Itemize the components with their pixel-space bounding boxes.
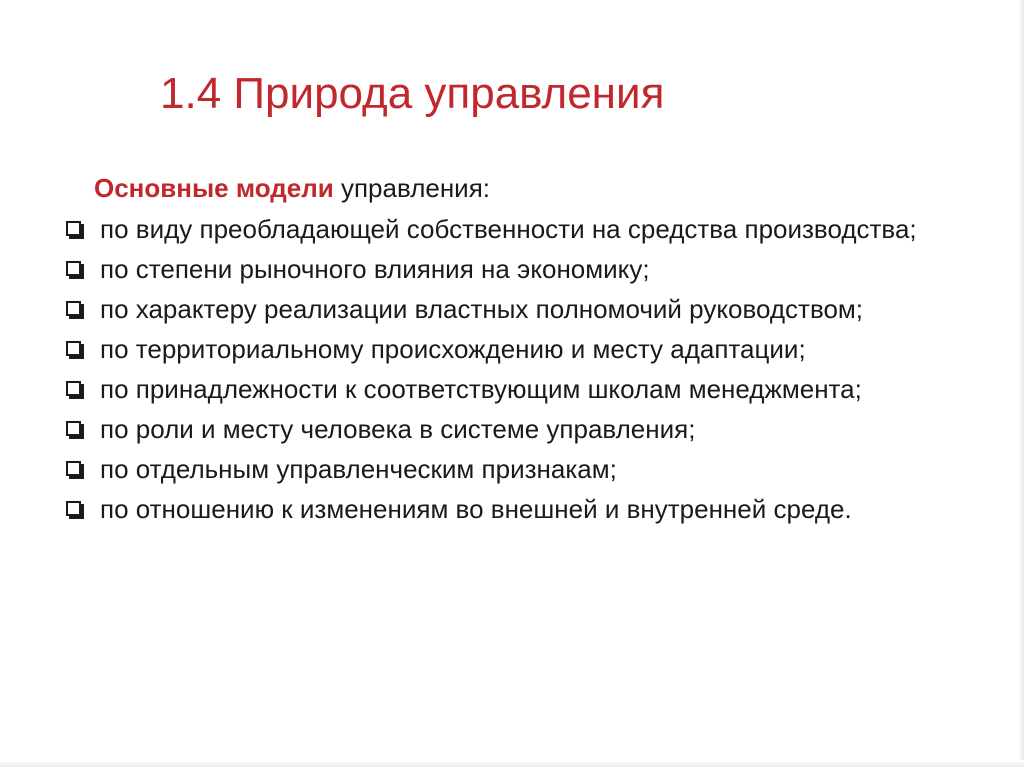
slide-edge-shadow-right bbox=[1018, 0, 1024, 767]
lead-line bbox=[94, 168, 490, 208]
slide-title: 1.4 Природа управления bbox=[160, 69, 665, 118]
list-item-text: по территориальному происхождению и месту адаптации; bbox=[100, 334, 806, 364]
slide-edge-shadow-bottom bbox=[0, 760, 1024, 767]
lead-rest: управления: bbox=[333, 173, 491, 203]
list-item bbox=[62, 409, 962, 449]
list-item-text: по степени рыночного влияния на экономику; bbox=[100, 254, 650, 284]
list-item-text: по роли и месту человека в системе управления; bbox=[100, 414, 696, 444]
checkbox-square-icon bbox=[66, 301, 81, 316]
checkbox-square-icon bbox=[66, 501, 81, 516]
lead-accent: Основные модели bbox=[94, 173, 334, 203]
checkbox-square-icon bbox=[66, 341, 81, 356]
list-item-text: по отдельным управленческим признакам; bbox=[100, 454, 617, 484]
list-item bbox=[62, 489, 962, 529]
list-item-text: по принадлежности к соответствующим школам менеджмента; bbox=[100, 374, 862, 404]
list-item-text: по отношению к изменениям во внешней и внутренней среде. bbox=[100, 494, 852, 524]
list-item-text: по характеру реализации властных полномочий руководством; bbox=[100, 294, 864, 324]
checkbox-square-icon bbox=[66, 461, 81, 476]
list-item bbox=[62, 209, 962, 249]
checkbox-square-icon bbox=[66, 261, 81, 276]
checkbox-square-icon bbox=[66, 421, 81, 436]
list-item bbox=[62, 329, 962, 369]
list-item bbox=[62, 449, 962, 489]
checkbox-square-icon bbox=[66, 381, 81, 396]
checkbox-square-icon bbox=[66, 221, 81, 236]
list-item bbox=[62, 249, 962, 289]
models-list bbox=[62, 209, 962, 529]
list-item bbox=[62, 369, 962, 409]
list-item bbox=[62, 289, 962, 329]
list-item-text: по виду преобладающей собственности на средства производства; bbox=[100, 214, 917, 244]
